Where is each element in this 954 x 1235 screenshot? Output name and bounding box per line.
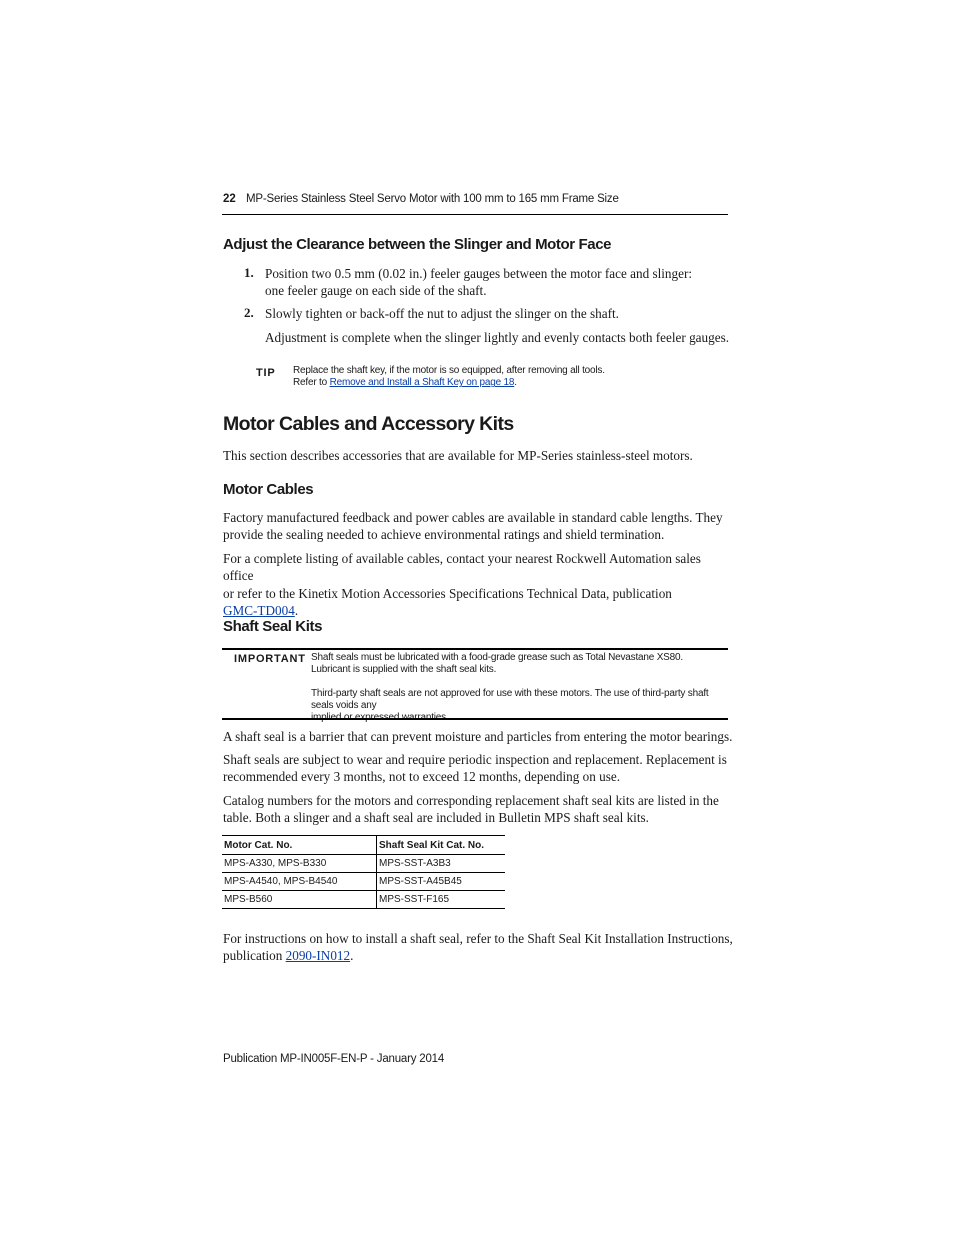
step-2-number: 2.: [244, 305, 254, 320]
table-cell: MPS-B560: [222, 891, 377, 909]
shaft-seal-para2: Shaft seals are subject to wear and require periodic inspection and replacement. Replacement is recommended every 3 months, not to exceed 12 months, depending on use.: [223, 752, 727, 785]
table-cell: MPS-A4540, MPS-B4540: [222, 873, 377, 891]
table-cell: MPS-A330, MPS-B330: [222, 855, 377, 873]
2090-in012-link[interactable]: 2090-IN012: [285, 948, 351, 964]
gmc-td004-link[interactable]: GMC-TD004: [223, 602, 295, 618]
shaft-seal-para3: Catalog numbers for the motors and corresponding replacement shaft seal kits are listed in the table. Both a slinger and a shaft seal are included in Bulletin MPS shaft seal kits.: [223, 793, 719, 826]
table-row: [222, 855, 505, 873]
step-1-number: 1.: [244, 265, 254, 280]
shaft-key-link[interactable]: Remove and Install a Shaft Key on page 18: [329, 377, 515, 389]
shaft-seal-para1: A shaft seal is a barrier that can prevent moisture and particles from entering the motor bearings.: [223, 729, 733, 744]
motor-cables-para2: For a complete listing of available cables, contact your nearest Rockwell Automation sales office or refer to the Kinetix Motion Accessories Specifications Technical Data, publication GMC-TD004.: [223, 551, 701, 618]
page-number: 22: [223, 193, 236, 205]
running-header-title: MP-Series Stainless Steel Servo Motor with 100 mm to 165 mm Frame Size: [246, 193, 619, 205]
clearance-heading: Adjust the Clearance between the Slinger and Motor Face: [223, 236, 612, 253]
table-cell: MPS-SST-F165: [377, 891, 506, 909]
important-bottom-rule: [222, 718, 728, 720]
table-header-kit: Shaft Seal Kit Cat. No.: [377, 836, 506, 855]
table-cell: MPS-SST-A45B45: [377, 873, 506, 891]
table-header-row: [222, 836, 505, 855]
accessories-heading: Motor Cables and Accessory Kits: [223, 413, 514, 435]
install-instructions: For instructions on how to install a shaft seal, refer to the Shaft Seal Kit Installation Instructions, publication 2090-IN012.: [223, 931, 733, 964]
shaft-seal-heading: Shaft Seal Kits: [223, 618, 323, 635]
step-1-text: Position two 0.5 mm (0.02 in.) feeler gauges between the motor face and slinger: one feeler gauge on each side of the shaft.: [265, 266, 693, 299]
shaft-seal-table: [222, 835, 505, 909]
tip-label: TIP: [256, 367, 276, 379]
motor-cables-para1: Factory manufactured feedback and power cables are available in standard cable lengths. They provide the sealing needed to achieve environmental ratings and shield termination.: [223, 510, 723, 543]
table-row: [222, 873, 505, 891]
header-rule: [222, 214, 728, 215]
step-result-text: Adjustment is complete when the slinger lightly and evenly contacts both feeler gauges.: [265, 330, 730, 345]
publication-footer: Publication MP-IN005F-EN-P - January 2014: [223, 1053, 445, 1065]
important-top-rule: [222, 648, 728, 650]
table-header-motor: Motor Cat. No.: [222, 836, 377, 855]
accessories-intro: This section describes accessories that are available for MP-Series stainless-steel motors.: [223, 448, 693, 463]
step-2-text: Slowly tighten or back-off the nut to adjust the slinger on the shaft.: [265, 306, 619, 321]
important-text: Shaft seals must be lubricated with a food-grade grease such as Total Nevastane XS80. Lubricant is supplied with the shaft seal kits. Third-party shaft seals are not approved for use with these motors. The use of third-party shaft seals voids any: [311, 652, 709, 711]
motor-cables-heading: Motor Cables: [223, 481, 314, 498]
table-cell: MPS-SST-A3B3: [377, 855, 506, 873]
table-row: [222, 891, 505, 909]
tip-text: Replace the shaft key, if the motor is so equipped, after removing all tools. Refer to Remove and Install a Shaft Key on page 18.: [293, 365, 605, 389]
important-label: IMPORTANT: [234, 653, 306, 665]
